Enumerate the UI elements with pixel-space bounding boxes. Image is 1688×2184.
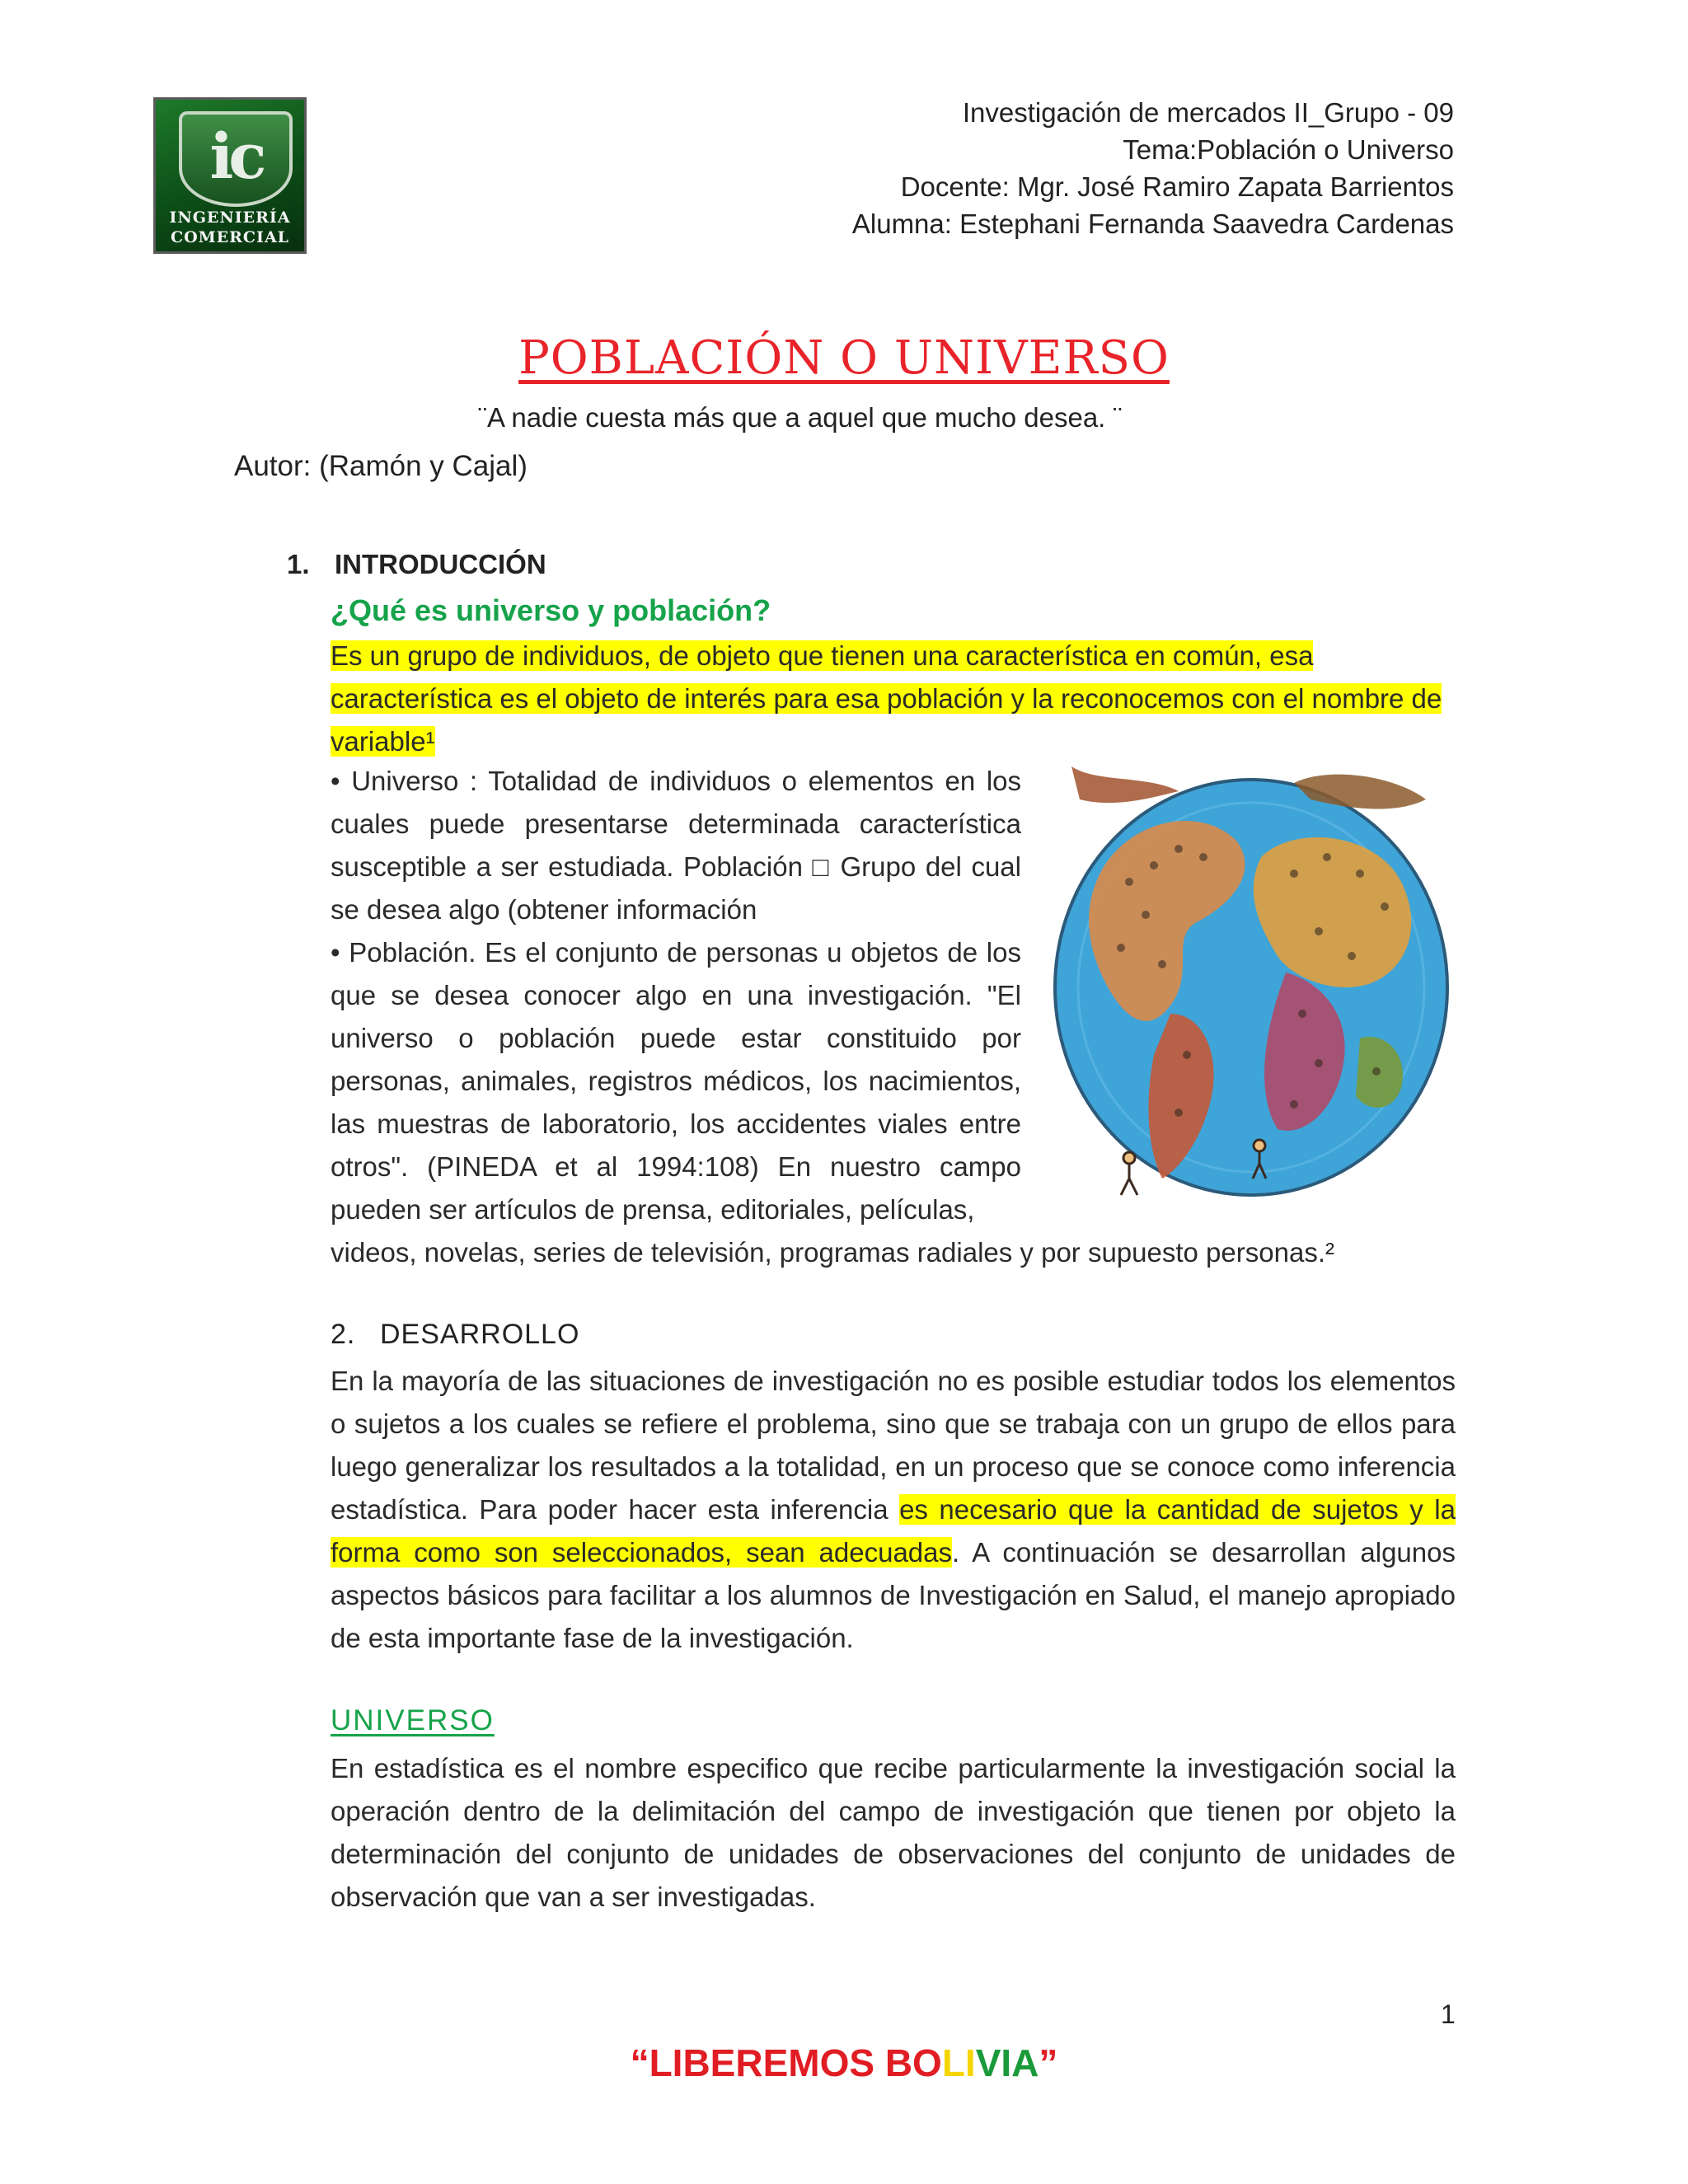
- poblacion-label: Población: [349, 937, 469, 968]
- section-2-number: 2.: [331, 1319, 356, 1350]
- section-1-heading: [287, 549, 546, 580]
- question-heading: ¿Qué es universo y población?: [331, 593, 771, 627]
- footer-slogan-yellow: LI: [941, 2041, 976, 2084]
- universo-heading: UNIVERSO: [331, 1704, 495, 1736]
- section-1-title: INTRODUCCIÓN: [335, 549, 546, 579]
- logo-line2: COMERCIAL: [170, 228, 290, 246]
- footer-slogan-start: “LIBEREMOS BO: [630, 2041, 942, 2084]
- header-topic: Tema:Población o Universo: [1123, 134, 1454, 165]
- header-student: Alumna: Estephani Fernanda Saavedra Cardenas: [851, 209, 1454, 239]
- intro-paragraph: [331, 760, 1021, 1231]
- development-highlight: es necesario que la cantidad de sujetos y la forma como son seleccionados, sean adecuadas: [331, 1494, 1456, 1568]
- definition-paragraph: [331, 635, 1456, 763]
- logo-letters: ic: [209, 120, 262, 193]
- development-paragraph: [331, 1360, 1456, 1660]
- poblacion-text: . Es el conjunto de personas u objetos de los que se desea conocer algo en una investigación. "El universo o población puede estar constituido por personas, animales, registros médicos, los nacimientos, las muestras de laboratorio, los accidentes viales entre otros". (PINEDA et al 1994:108) En nuestro campo pueden ser artículos de prensa, editoriales, películas,: [331, 937, 1021, 1225]
- section-1-number: 1.: [287, 549, 310, 579]
- bullet-universo: •: [331, 766, 352, 796]
- intro-tail: videos, novelas, series de televisión, programas radiales y por supuesto personas.²: [331, 1237, 1334, 1268]
- logo-line1: INGENIERÍA: [169, 209, 291, 227]
- logo-shield: [179, 111, 293, 207]
- page-number: 1: [1441, 1999, 1456, 2029]
- footer-slogan-end: ”: [1039, 2041, 1058, 2084]
- globe-people-illustration: [1047, 766, 1452, 1226]
- universo-paragraph: En estadística es el nombre especifico que recibe particularmente la investigación social la operación dentro de la delimitación del campo de investigación que tienen por objeto la determinación del conjunto de unidades de observaciones del conjunto de unidades de observación que van a ser investigadas.: [331, 1753, 1456, 1912]
- universo-text: : Totalidad de individuos o elementos en los cuales puede presentarse determinada característica susceptible a ser estudiada. Población □ Grupo del cual se desea algo (obtener información: [331, 766, 1021, 925]
- bullet-poblacion: •: [331, 937, 349, 968]
- quote-author: Autor: (Ramón y Cajal): [234, 450, 528, 482]
- definition-highlight: Es un grupo de individuos, de objeto que tienen una característica en común, esa característica es el objeto de interés para esa población y la reconocemos con el nombre de variable¹: [331, 640, 1442, 757]
- quote: ¨A nadie cuesta más que a aquel que mucho desea. ¨: [478, 402, 1123, 433]
- section-2-heading: [331, 1319, 579, 1351]
- ingenieria-comercial-logo: [153, 97, 307, 254]
- page-title: POBLACIÓN O UNIVERSO: [518, 331, 1170, 385]
- development-text-b: . A continuación se desarrollan algunos aspectos básicos para facilitar a los alumnos de Investigación en Salud, el manejo apropiado de esta importante fase de la investigación.: [331, 1537, 1456, 1653]
- header-teacher: Docente: Mgr. José Ramiro Zapata Barrientos: [900, 171, 1454, 202]
- header-course: Investigación de mercados II_Grupo - 09: [962, 97, 1454, 128]
- universo-label: Universo: [351, 766, 459, 796]
- globe-image: [1047, 766, 1452, 1226]
- section-2-title: DESARROLLO: [380, 1319, 580, 1350]
- footer-slogan: [0, 2041, 1688, 2085]
- footer-slogan-green: VIA: [975, 2041, 1039, 2084]
- development-text-a: En la mayoría de las situaciones de investigación no es posible estudiar todos los elementos o sujetos a los cuales se refiere el problema, sino que se trabaja con un grupo de ellos para luego generalizar los resultados a la totalidad, en un proceso que se conoce como inferencia estadística. Para poder hacer esta inferencia: [331, 1366, 1456, 1525]
